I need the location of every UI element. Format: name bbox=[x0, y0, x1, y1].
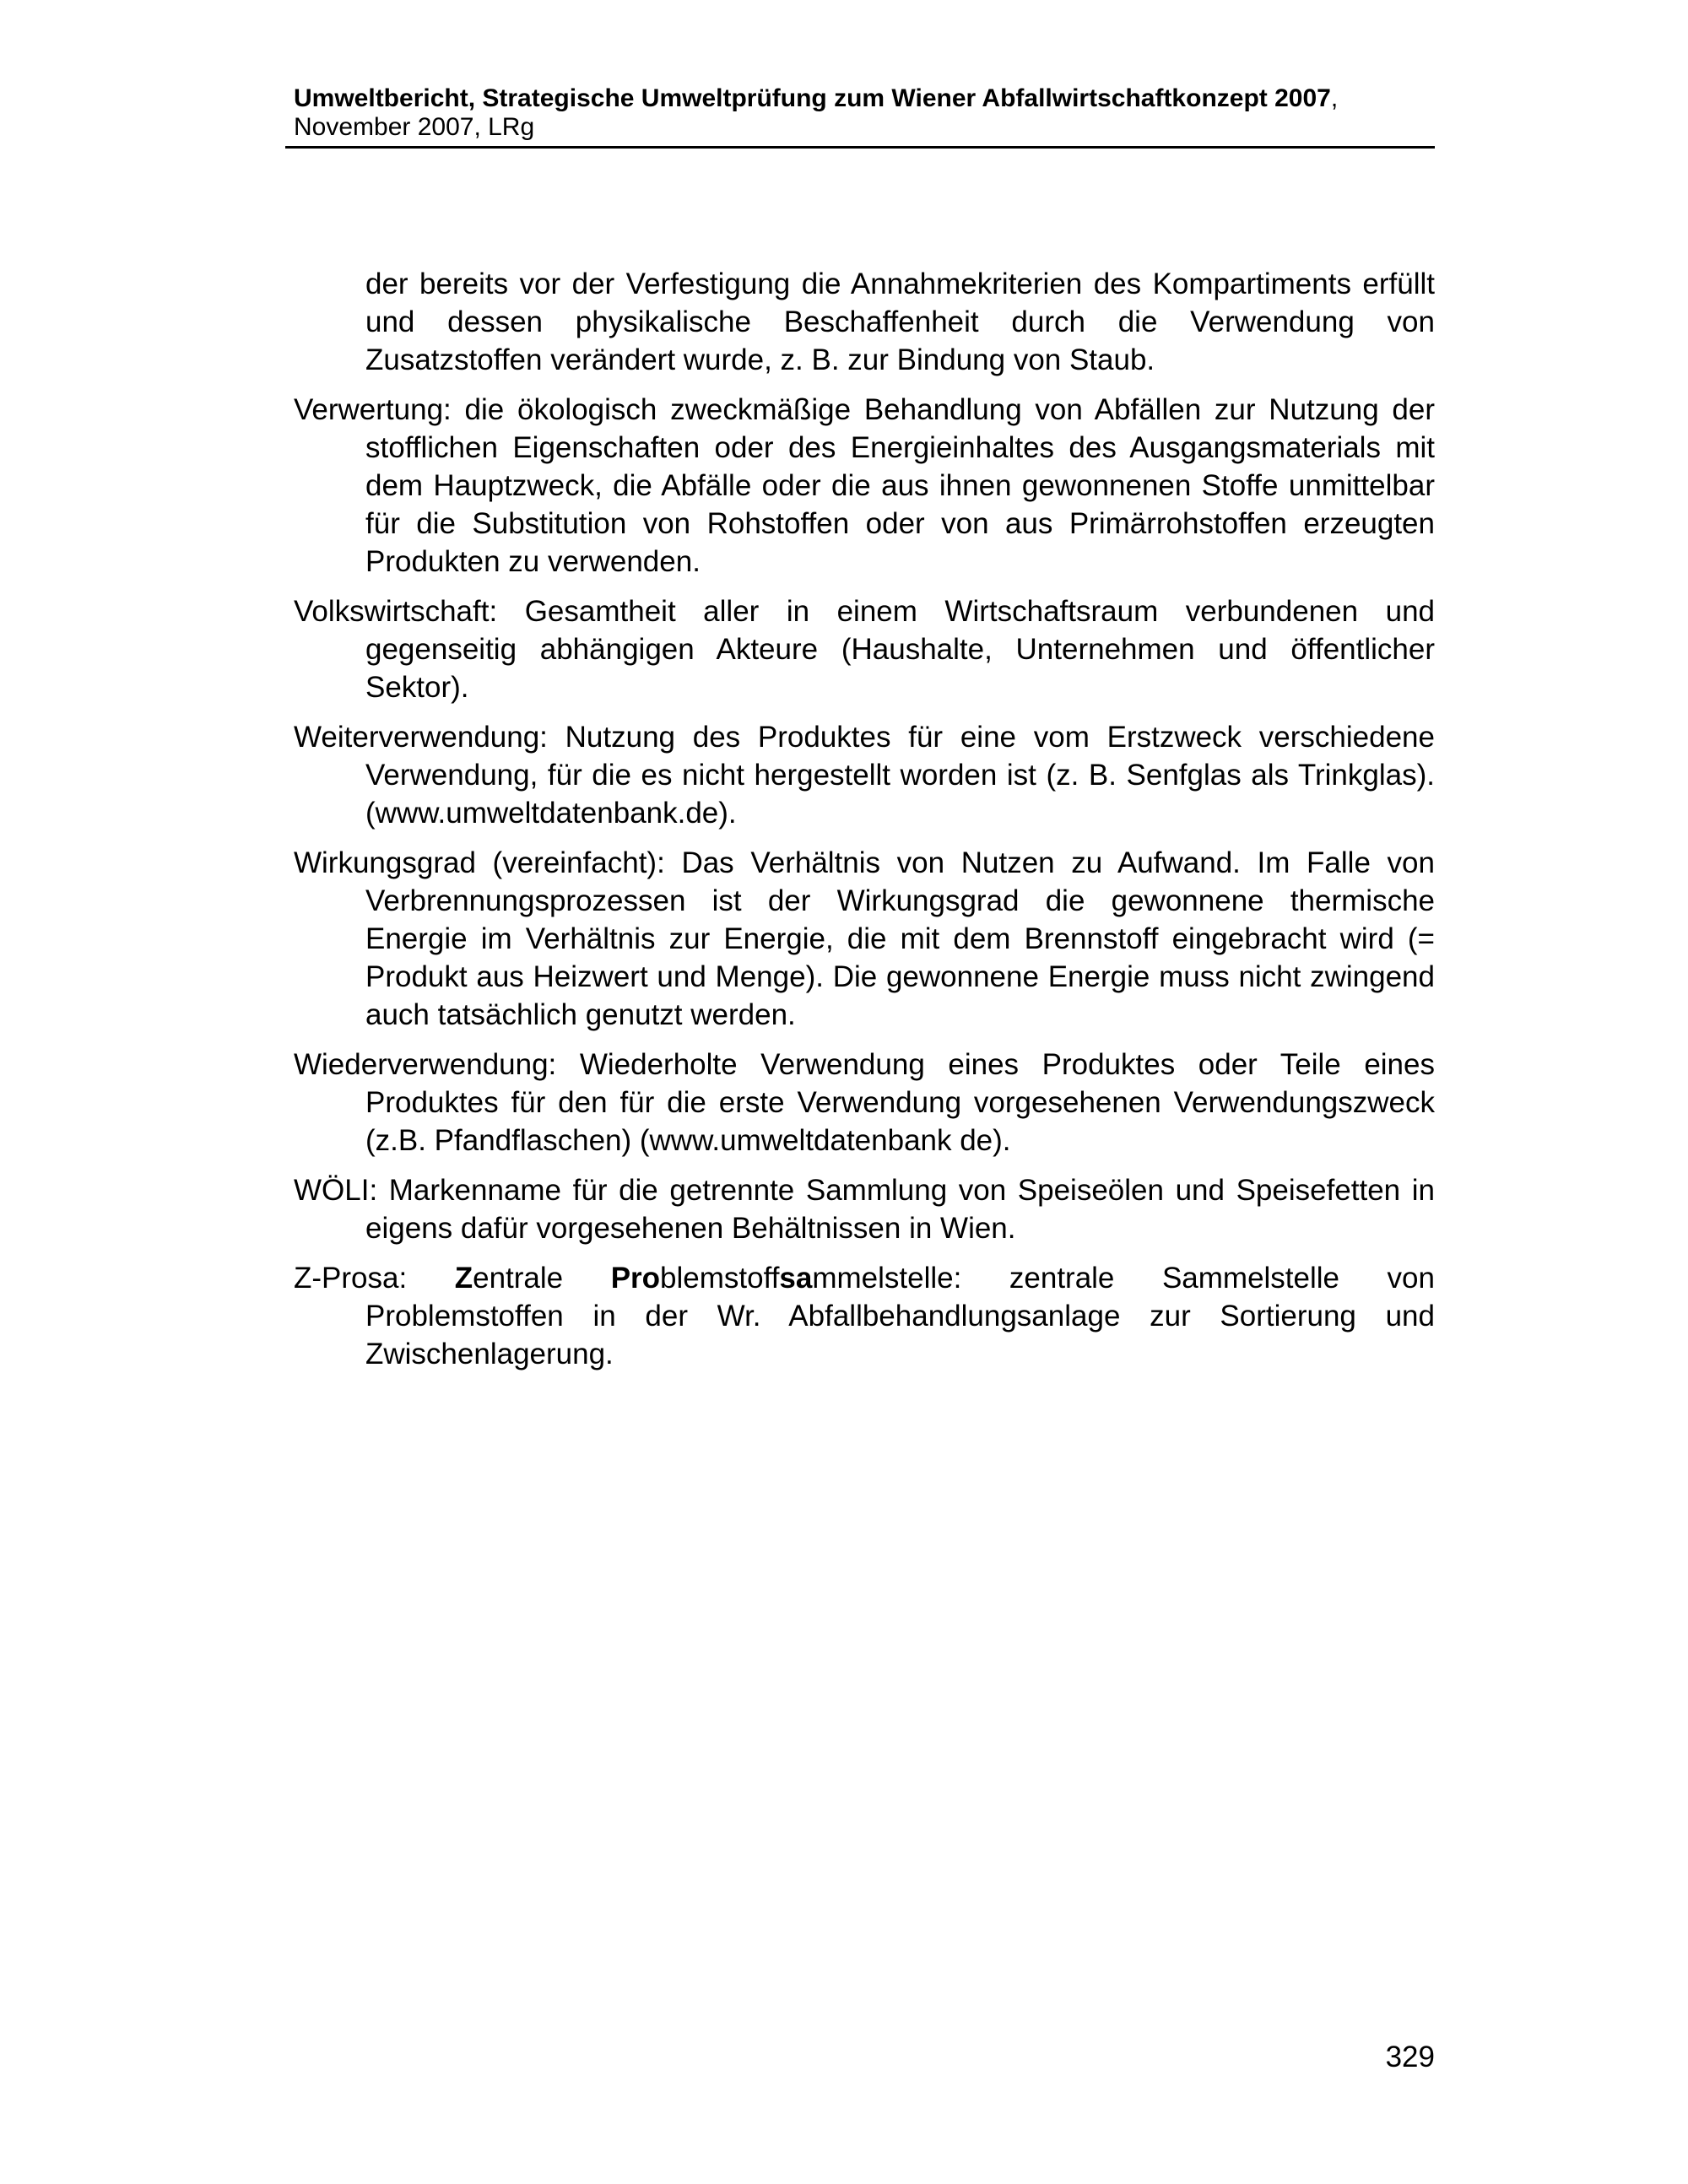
header-subtitle: November 2007, LRg bbox=[294, 113, 535, 141]
glossary-entry bbox=[294, 844, 1435, 1034]
glossary-entry-text: entrale bbox=[473, 1262, 611, 1295]
glossary-entry-bold-text: Z bbox=[454, 1262, 473, 1295]
glossary-entry-bold-text: sa bbox=[779, 1262, 813, 1295]
glossary-entry-bold-text: Pro bbox=[610, 1262, 661, 1295]
glossary-entry bbox=[294, 592, 1435, 706]
glossary-entry-text: WÖLI: Markenname für die getrennte Sammlung von Speiseölen und Speisefetten in eigens dafür vorgesehenen Behältnissen in Wien. bbox=[294, 1174, 1435, 1245]
header-title bbox=[294, 84, 1435, 113]
glossary-content bbox=[294, 265, 1435, 1373]
header-title-bold: Umweltbericht, Strategische Umweltprüfung zum Wiener Abfallwirtschaftkonzept 2007 bbox=[294, 84, 1331, 112]
glossary-entry-text: Wiederverwendung: Wiederholte Verwendung eines Produktes oder Teile eines Produktes für den für die erste Verwendung vorgesehenen Verwendungszweck (z.B. Pfandflaschen) (www.umweltdatenbank de). bbox=[294, 1048, 1435, 1157]
glossary-entry-text: Wirkungsgrad (vereinfacht): Das Verhältnis von Nutzen zu Aufwand. Im Falle von Verbrennungsprozessen ist der Wirkungsgrad die gewonnene thermische Energie im Verhältnis zur Energie, die mit dem Brennstoff eingebracht wird (= Produkt aus Heizwert und Menge). Die gewonnene Energie muss nicht zwingend auch tatsächlich genutzt werden. bbox=[294, 846, 1435, 1031]
header-title-tail: , bbox=[1330, 84, 1339, 112]
glossary-entry-text: blemstoff bbox=[660, 1262, 780, 1295]
header-rule bbox=[285, 146, 1435, 149]
glossary-entry bbox=[294, 1259, 1435, 1373]
glossary-entry bbox=[294, 1046, 1435, 1160]
glossary-entry bbox=[294, 391, 1435, 581]
glossary-entry-text: mmelstelle: zentrale Sammelstelle von Problemstoffen in der Wr. Abfallbehandlungsanlage zur Sortierung und Zwischenlagerung. bbox=[365, 1262, 1435, 1370]
glossary-entry-text: Z-Prosa: bbox=[294, 1262, 455, 1295]
page-number: 329 bbox=[1385, 2041, 1435, 2073]
glossary-entry-text: Volkswirtschaft: Gesamtheit aller in einem Wirtschaftsraum verbundenen und gegenseitig abhängigen Akteure (Haushalte, Unternehmen und öffentlicher Sektor). bbox=[294, 595, 1435, 704]
glossary-entry-text: der bereits vor der Verfestigung die Annahmekriterien des Kompartiments erfüllt und dessen physikalische Beschaffenheit durch die Verwendung von Zusatzstoffen verändert wurde, z. B. zur Bindung von Staub. bbox=[365, 268, 1435, 376]
glossary-entry-text: Weiterverwendung: Nutzung des Produktes für eine vom Erstzweck verschiedene Verwendung, für die es nicht hergestellt worden ist (z. B. Senfglas als Trinkglas). (www.umweltdatenbank.de). bbox=[294, 721, 1435, 830]
glossary-entry bbox=[294, 265, 1435, 379]
glossary-entry-text: Verwertung: die ökologisch zweckmäßige Behandlung von Abfällen zur Nutzung der stofflichen Eigenschaften oder des Energieinhaltes des Ausgangsmaterials mit dem Hauptzweck, die Abfälle oder die aus ihnen gewonnenen Stoffe unmittelbar für die Substitution von Rohstoffen oder von aus Primärrohstoffen erzeugten Produkten zu verwenden. bbox=[294, 393, 1435, 578]
glossary-entry bbox=[294, 1171, 1435, 1247]
glossary-entry bbox=[294, 718, 1435, 832]
page-header bbox=[294, 84, 1435, 149]
